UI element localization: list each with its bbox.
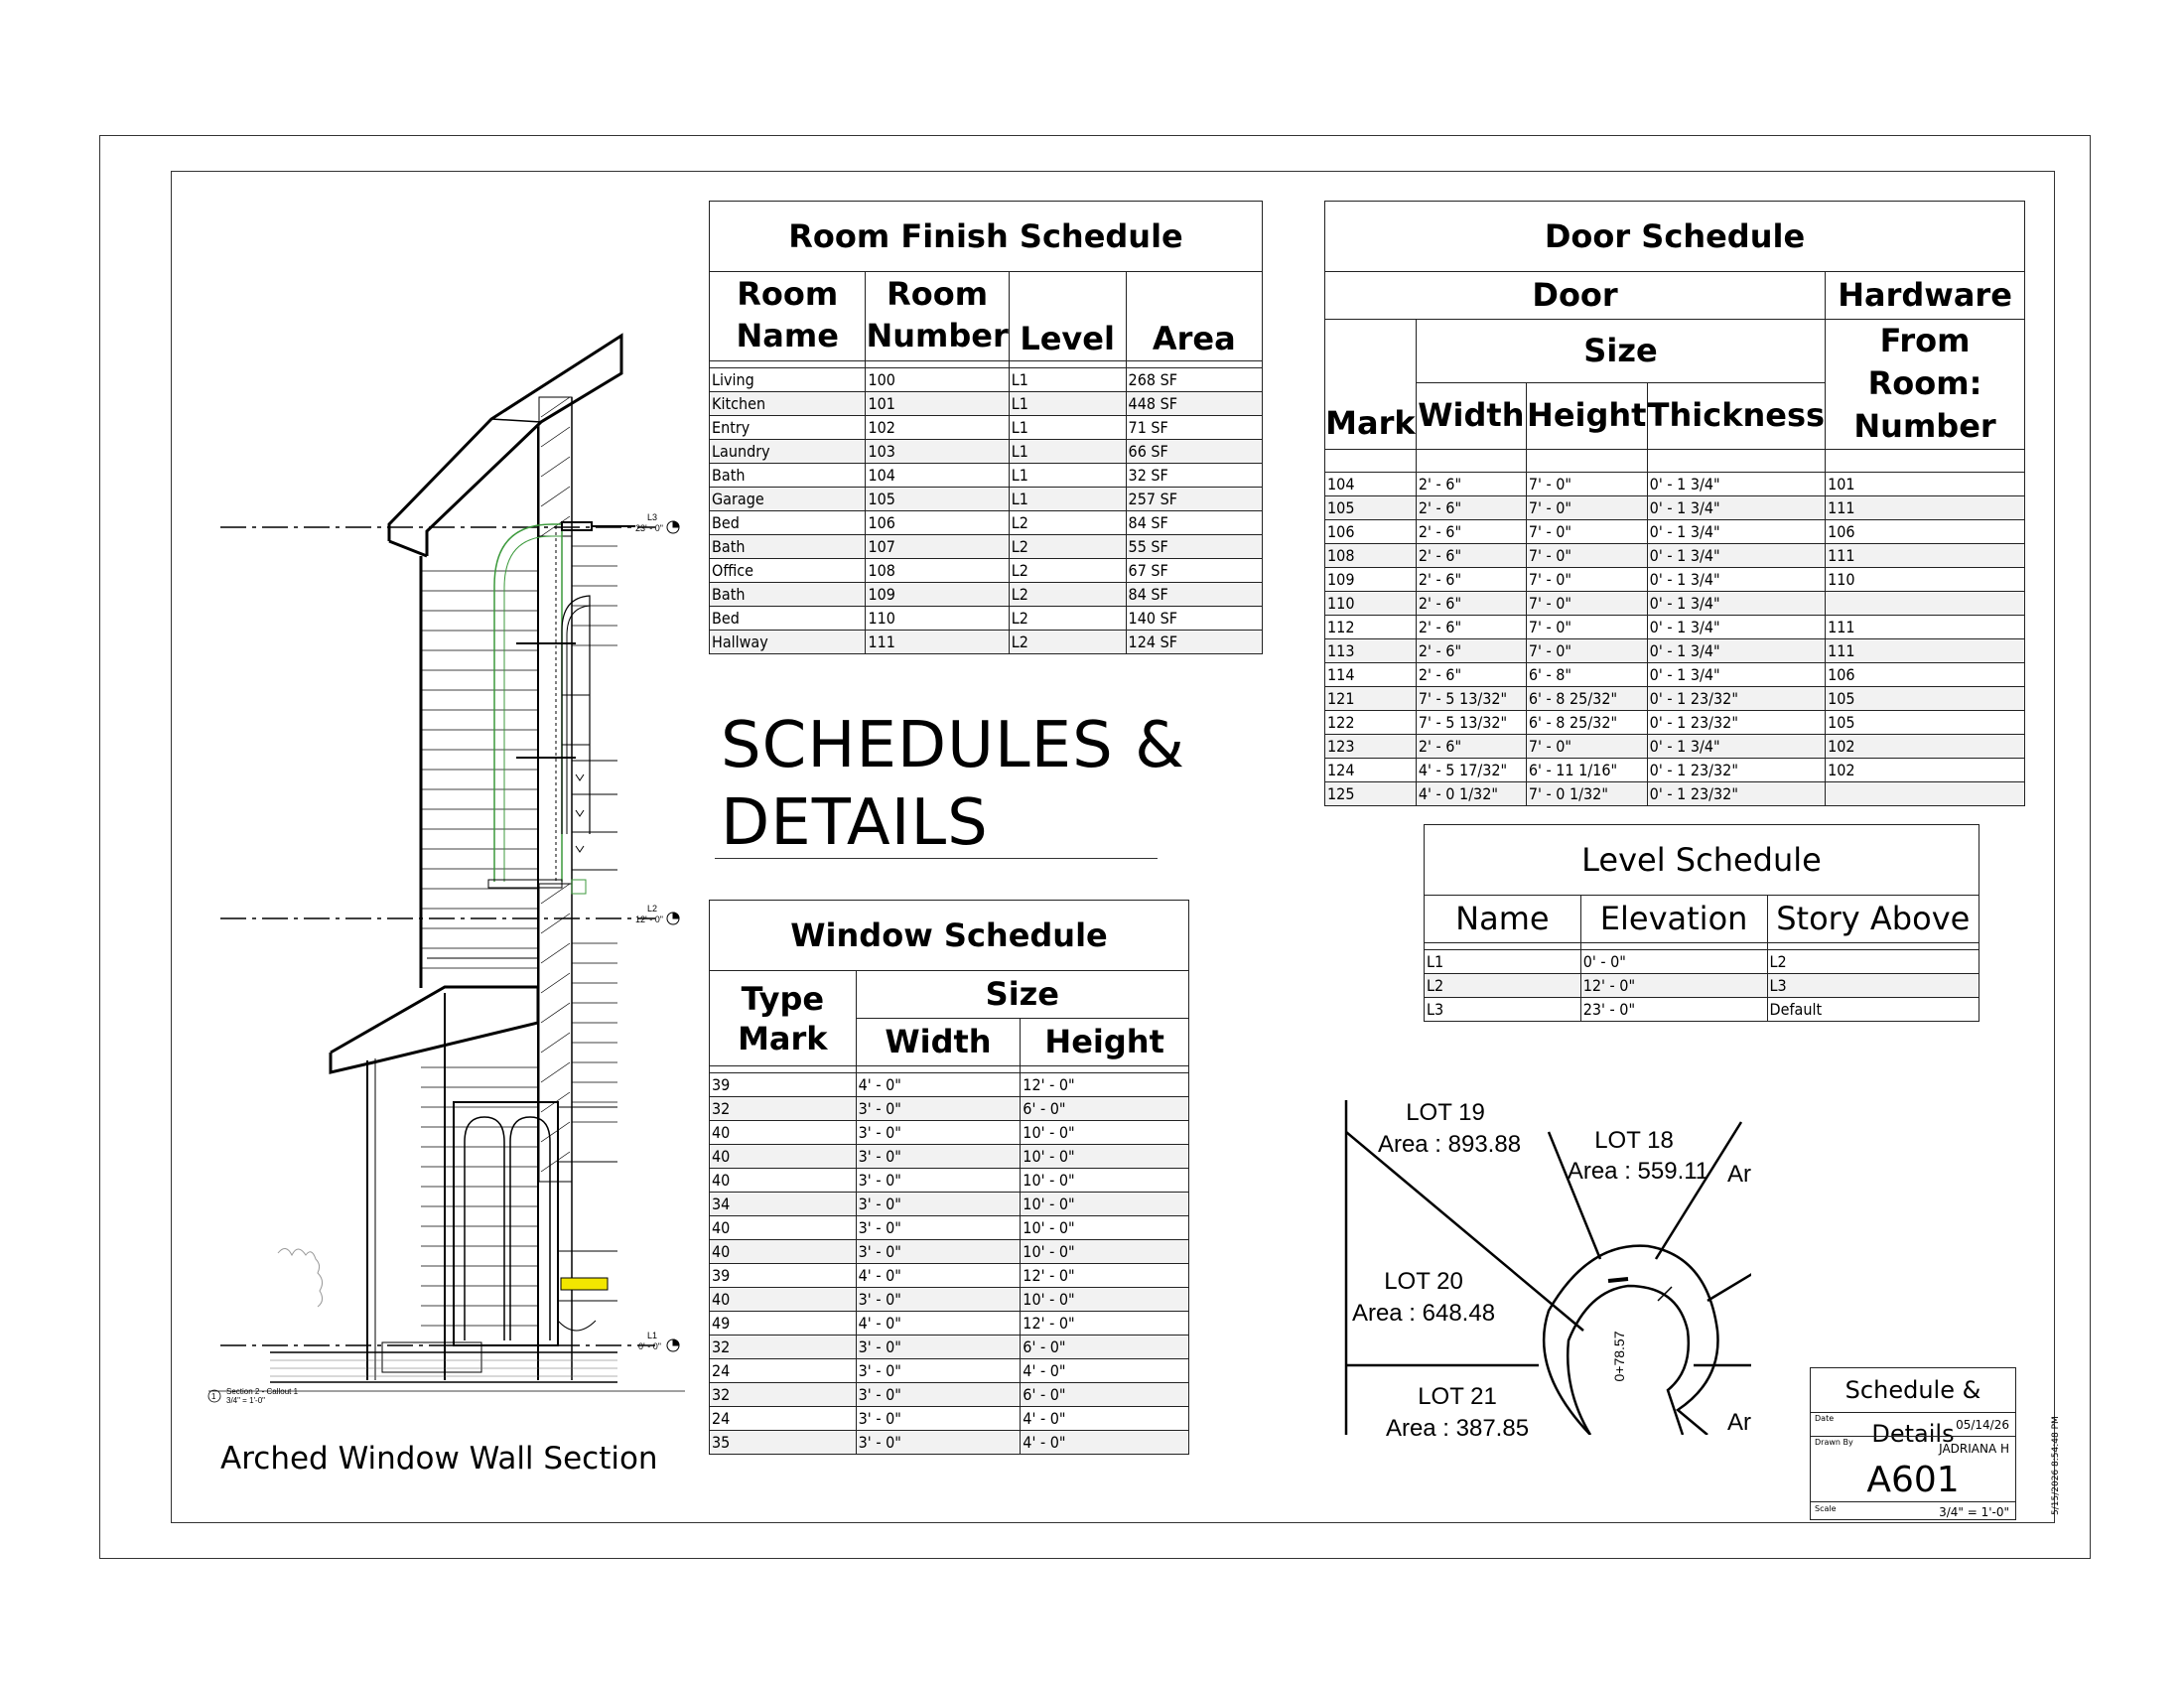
room-finish-cell: 101	[866, 392, 1009, 416]
door-cell: 6' - 8"	[1526, 662, 1647, 686]
door-cell: 7' - 0"	[1526, 543, 1647, 567]
room-finish-cell: 55 SF	[1126, 535, 1262, 559]
partial-area-label-bottom: Ar	[1727, 1409, 1751, 1436]
door-row	[1325, 543, 2025, 567]
door-cell: 0' - 1 23/32"	[1647, 781, 1825, 805]
room-finish-cell: 66 SF	[1126, 440, 1262, 464]
room-finish-cell: L1	[1009, 488, 1126, 511]
door-cell: 0' - 1 3/4"	[1647, 638, 1825, 662]
room-finish-cell: 448 SF	[1126, 392, 1262, 416]
room-finish-cell: L2	[1009, 631, 1126, 654]
window-cell: 35	[710, 1431, 857, 1455]
room-finish-cell: Bed	[710, 607, 866, 631]
window-cell: 32	[710, 1336, 857, 1359]
door-cell: 124	[1325, 758, 1417, 781]
room-finish-cell: 268 SF	[1126, 368, 1262, 392]
door-cell: 7' - 0"	[1526, 734, 1647, 758]
room-finish-cell: Bath	[710, 583, 866, 607]
door-cell: 110	[1325, 591, 1417, 615]
level-l1-elev: 0' - 0"	[638, 1341, 661, 1351]
room-finish-cell: 105	[866, 488, 1009, 511]
window-cell: 4' - 0"	[856, 1073, 1021, 1097]
door-cell: 111	[1826, 543, 2025, 567]
door-cell: 0' - 1 3/4"	[1647, 543, 1825, 567]
door-cell: 105	[1325, 495, 1417, 519]
window-row	[710, 1359, 1189, 1383]
door-cell: 106	[1826, 662, 2025, 686]
scale-label: Scale	[1815, 1504, 1837, 1513]
title-block-drawn-row	[1811, 1436, 2015, 1460]
level-cell: 23' - 0"	[1580, 998, 1767, 1022]
room-finish-cell: 84 SF	[1126, 583, 1262, 607]
window-cell: 3' - 0"	[856, 1240, 1021, 1264]
door-row	[1325, 781, 2025, 805]
window-row	[710, 1073, 1189, 1097]
door-cell: 7' - 0"	[1526, 495, 1647, 519]
door-schedule-title: Door Schedule	[1325, 202, 2025, 272]
window-cell: 3' - 0"	[856, 1336, 1021, 1359]
window-cell: 3' - 0"	[856, 1193, 1021, 1216]
title-block	[1810, 1367, 2016, 1520]
section-caption: Arched Window Wall Section	[220, 1441, 658, 1477]
room-finish-cell: 107	[866, 535, 1009, 559]
window-width-header: Width	[856, 1019, 1021, 1066]
door-cell: 2' - 6"	[1416, 734, 1526, 758]
print-timestamp: 5/15/2026 8:54:48 PM	[2051, 1416, 2061, 1515]
door-cell: 111	[1826, 638, 2025, 662]
window-height-header: Height	[1021, 1019, 1189, 1066]
room-finish-row	[710, 607, 1263, 631]
room-finish-cell: 140 SF	[1126, 607, 1262, 631]
height-header: Height	[1526, 382, 1647, 449]
window-cell: 40	[710, 1121, 857, 1145]
window-cell: 4' - 0"	[856, 1264, 1021, 1288]
width-header: Width	[1416, 382, 1526, 449]
window-cell: 3' - 0"	[856, 1431, 1021, 1455]
partial-area-label-top: Ar	[1727, 1161, 1751, 1188]
room-finish-cell: 124 SF	[1126, 631, 1262, 654]
level-l1-name: L1	[647, 1331, 658, 1340]
window-row	[710, 1097, 1189, 1121]
lot-18-area: Area : 559.11	[1567, 1158, 1709, 1185]
door-cell: 101	[1826, 472, 2025, 495]
room-finish-cell: 257 SF	[1126, 488, 1262, 511]
window-cell: 6' - 0"	[1021, 1383, 1189, 1407]
door-cell: 0' - 1 3/4"	[1647, 567, 1825, 591]
room-finish-cell: L1	[1009, 464, 1126, 488]
from-room-number-header: From Room: Number	[1826, 320, 2025, 450]
door-cell: 7' - 0"	[1526, 615, 1647, 638]
level-row	[1425, 974, 1979, 998]
window-cell: 4' - 0"	[1021, 1359, 1189, 1383]
window-cell: 6' - 0"	[1021, 1336, 1189, 1359]
door-cell: 0' - 1 23/32"	[1647, 758, 1825, 781]
window-row	[710, 1216, 1189, 1240]
window-cell: 10' - 0"	[1021, 1145, 1189, 1169]
window-cell: 10' - 0"	[1021, 1169, 1189, 1193]
door-cell: 7' - 5 13/32"	[1416, 686, 1526, 710]
title-block-title: Schedule & Details	[1811, 1368, 2015, 1413]
room-finish-cell: 100	[866, 368, 1009, 392]
window-cell: 3' - 0"	[856, 1359, 1021, 1383]
door-cell: 105	[1826, 686, 2025, 710]
sheet-heading-line-1: SCHEDULES &	[721, 709, 1185, 782]
door-row	[1325, 638, 2025, 662]
door-cell: 6' - 11 1/16"	[1526, 758, 1647, 781]
door-row	[1325, 519, 2025, 543]
door-cell: 2' - 6"	[1416, 519, 1526, 543]
area-header: Area	[1126, 272, 1262, 361]
window-row	[710, 1431, 1189, 1455]
door-row	[1325, 567, 2025, 591]
level-l2-name: L2	[647, 904, 658, 914]
window-cell: 10' - 0"	[1021, 1193, 1189, 1216]
door-cell: 102	[1826, 734, 2025, 758]
lot-21-area: Area : 387.85	[1385, 1415, 1530, 1440]
door-cell: 106	[1826, 519, 2025, 543]
door-cell: 7' - 0"	[1526, 472, 1647, 495]
room-finish-cell: Hallway	[710, 631, 866, 654]
story-above-header: Story Above	[1767, 896, 1979, 943]
window-cell: 32	[710, 1383, 857, 1407]
room-finish-cell: Office	[710, 559, 866, 583]
size-group-header: Size	[1416, 320, 1825, 383]
sheet-number: A601	[1866, 1460, 1960, 1500]
window-row	[710, 1121, 1189, 1145]
door-cell: 122	[1325, 710, 1417, 734]
level-cell: Default	[1767, 998, 1979, 1022]
door-cell: 104	[1325, 472, 1417, 495]
window-cell: 3' - 0"	[856, 1121, 1021, 1145]
window-cell: 40	[710, 1216, 857, 1240]
window-cell: 40	[710, 1240, 857, 1264]
level-cell: L3	[1767, 974, 1979, 998]
room-finish-cell: L1	[1009, 440, 1126, 464]
door-cell: 2' - 6"	[1416, 472, 1526, 495]
room-finish-cell: Laundry	[710, 440, 866, 464]
level-cell: L2	[1425, 974, 1581, 998]
callout-name: Section 2 - Callout 1	[226, 1387, 299, 1396]
level-schedule-title: Level Schedule	[1425, 825, 1979, 896]
window-cell: 6' - 0"	[1021, 1097, 1189, 1121]
door-cell: 7' - 0 1/32"	[1526, 781, 1647, 805]
door-cell: 0' - 1 3/4"	[1647, 472, 1825, 495]
room-name-header: Room Name	[710, 272, 866, 361]
door-cell: 0' - 1 3/4"	[1647, 734, 1825, 758]
room-finish-cell: 102	[866, 416, 1009, 440]
room-finish-cell: 67 SF	[1126, 559, 1262, 583]
door-cell: 106	[1325, 519, 1417, 543]
drawn-by-value: JADRIANA H	[1939, 1442, 2009, 1456]
door-cell: 121	[1325, 686, 1417, 710]
hardware-group-header: Hardware	[1826, 272, 2025, 320]
window-cell: 10' - 0"	[1021, 1216, 1189, 1240]
door-cell: 111	[1826, 615, 2025, 638]
room-finish-row	[710, 416, 1263, 440]
level-cell: 12' - 0"	[1580, 974, 1767, 998]
door-cell: 6' - 8 25/32"	[1526, 686, 1647, 710]
window-row	[710, 1169, 1189, 1193]
door-cell: 4' - 5 17/32"	[1416, 758, 1526, 781]
room-finish-cell: L2	[1009, 535, 1126, 559]
window-row	[710, 1312, 1189, 1336]
door-cell	[1826, 591, 2025, 615]
level-cell: L1	[1425, 950, 1581, 974]
window-cell: 12' - 0"	[1021, 1312, 1189, 1336]
window-cell: 3' - 0"	[856, 1288, 1021, 1312]
door-row	[1325, 662, 2025, 686]
callout-scale: 3/4" = 1'-0"	[226, 1396, 266, 1405]
window-cell: 32	[710, 1097, 857, 1121]
window-cell: 39	[710, 1073, 857, 1097]
door-cell: 7' - 5 13/32"	[1416, 710, 1526, 734]
room-finish-cell: Living	[710, 368, 866, 392]
door-cell: 102	[1826, 758, 2025, 781]
level-cell: L2	[1767, 950, 1979, 974]
level-l3-name: L3	[647, 512, 658, 522]
sheet-heading-line-2: DETAILS	[721, 786, 989, 861]
room-finish-cell: L1	[1009, 416, 1126, 440]
window-cell: 3' - 0"	[856, 1383, 1021, 1407]
lot-20-area: Area : 648.48	[1351, 1300, 1496, 1327]
lot-18-name: LOT 18	[1594, 1127, 1674, 1154]
room-finish-cell: L1	[1009, 392, 1126, 416]
lot-19-name: LOT 19	[1406, 1099, 1485, 1126]
level-cell: 0' - 0"	[1580, 950, 1767, 974]
level-l3-elev: 23' - 0"	[635, 523, 663, 533]
room-finish-row	[710, 631, 1263, 654]
window-cell: 12' - 0"	[1021, 1073, 1189, 1097]
sheet-heading	[721, 707, 1185, 862]
room-finish-cell: 110	[866, 607, 1009, 631]
room-number-header: Room Number	[866, 272, 1009, 361]
window-cell: 3' - 0"	[856, 1097, 1021, 1121]
room-finish-cell: Garage	[710, 488, 866, 511]
window-cell: 10' - 0"	[1021, 1240, 1189, 1264]
door-cell: 4' - 0 1/32"	[1416, 781, 1526, 805]
date-label: Date	[1815, 1414, 1835, 1423]
door-cell: 109	[1325, 567, 1417, 591]
room-finish-row	[710, 440, 1263, 464]
room-finish-row	[710, 392, 1263, 416]
door-cell: 2' - 6"	[1416, 495, 1526, 519]
window-cell: 40	[710, 1145, 857, 1169]
lot-21-name: LOT 21	[1418, 1383, 1497, 1410]
window-cell: 3' - 0"	[856, 1169, 1021, 1193]
door-cell: 2' - 6"	[1416, 591, 1526, 615]
room-finish-cell: L2	[1009, 511, 1126, 535]
door-cell: 7' - 0"	[1526, 591, 1647, 615]
room-finish-cell: L2	[1009, 583, 1126, 607]
level-header: Level	[1009, 272, 1126, 361]
room-finish-cell: 71 SF	[1126, 416, 1262, 440]
door-cell: 108	[1325, 543, 1417, 567]
door-cell: 0' - 1 3/4"	[1647, 662, 1825, 686]
room-finish-cell: 103	[866, 440, 1009, 464]
window-cell: 10' - 0"	[1021, 1121, 1189, 1145]
door-cell: 125	[1325, 781, 1417, 805]
title-block-date-row	[1811, 1412, 2015, 1437]
room-finish-cell: 111	[866, 631, 1009, 654]
room-finish-schedule	[709, 201, 1263, 654]
window-cell: 12' - 0"	[1021, 1264, 1189, 1288]
door-cell: 114	[1325, 662, 1417, 686]
window-cell: 40	[710, 1288, 857, 1312]
window-cell: 4' - 0"	[1021, 1407, 1189, 1431]
door-row	[1325, 472, 2025, 495]
door-cell: 0' - 1 23/32"	[1647, 710, 1825, 734]
date-value: 05/14/26	[1956, 1418, 2009, 1432]
room-finish-row	[710, 368, 1263, 392]
room-finish-row	[710, 559, 1263, 583]
door-row	[1325, 710, 2025, 734]
window-cell: 39	[710, 1264, 857, 1288]
room-finish-cell: 32 SF	[1126, 464, 1262, 488]
door-row	[1325, 615, 2025, 638]
room-finish-schedule-title: Room Finish Schedule	[710, 202, 1263, 272]
road-station-label: 0+78.57	[1611, 1331, 1627, 1382]
door-cell: 110	[1826, 567, 2025, 591]
type-mark-header: Type Mark	[710, 971, 857, 1066]
door-cell: 7' - 0"	[1526, 519, 1647, 543]
window-cell: 40	[710, 1169, 857, 1193]
window-row	[710, 1145, 1189, 1169]
scale-value: 3/4" = 1'-0"	[1939, 1505, 2009, 1519]
callout-number: 1	[211, 1392, 216, 1401]
room-finish-row	[710, 583, 1263, 607]
mark-header: Mark	[1325, 320, 1417, 450]
window-row	[710, 1264, 1189, 1288]
door-cell: 6' - 8 25/32"	[1526, 710, 1647, 734]
window-cell: 4' - 0"	[1021, 1431, 1189, 1455]
window-row	[710, 1240, 1189, 1264]
window-row	[710, 1193, 1189, 1216]
door-cell: 2' - 6"	[1416, 638, 1526, 662]
lot-19-area: Area : 893.88	[1377, 1131, 1522, 1158]
door-row	[1325, 495, 2025, 519]
room-finish-cell: Bath	[710, 464, 866, 488]
door-cell: 111	[1826, 495, 2025, 519]
door-cell: 0' - 1 3/4"	[1647, 495, 1825, 519]
door-schedule	[1324, 201, 2025, 806]
door-group-header: Door	[1325, 272, 1826, 320]
window-cell: 24	[710, 1359, 857, 1383]
window-cell: 4' - 0"	[856, 1312, 1021, 1336]
room-finish-cell: 84 SF	[1126, 511, 1262, 535]
window-cell: 3' - 0"	[856, 1407, 1021, 1431]
door-cell: 0' - 1 3/4"	[1647, 519, 1825, 543]
level-cell: L3	[1425, 998, 1581, 1022]
door-cell: 7' - 0"	[1526, 567, 1647, 591]
door-row	[1325, 686, 2025, 710]
room-finish-row	[710, 464, 1263, 488]
window-row	[710, 1407, 1189, 1431]
site-plan-drawing	[1340, 1092, 1757, 1440]
door-cell: 113	[1325, 638, 1417, 662]
window-row	[710, 1336, 1189, 1359]
room-finish-row	[710, 511, 1263, 535]
drawn-by-label: Drawn By	[1815, 1438, 1853, 1447]
room-finish-cell: L2	[1009, 607, 1126, 631]
window-row	[710, 1288, 1189, 1312]
level-l2-elev: 12' - 0"	[635, 914, 663, 924]
window-row	[710, 1383, 1189, 1407]
lot-20-name: LOT 20	[1384, 1268, 1463, 1295]
window-cell: 10' - 0"	[1021, 1288, 1189, 1312]
room-finish-cell: 108	[866, 559, 1009, 583]
window-cell: 3' - 0"	[856, 1145, 1021, 1169]
window-cell: 49	[710, 1312, 857, 1336]
thickness-header: Thickness	[1647, 382, 1825, 449]
window-schedule-title: Window Schedule	[710, 901, 1189, 971]
room-finish-cell: Bath	[710, 535, 866, 559]
door-row	[1325, 758, 2025, 781]
room-finish-cell: 109	[866, 583, 1009, 607]
door-cell: 2' - 6"	[1416, 615, 1526, 638]
room-finish-row	[710, 535, 1263, 559]
door-cell: 0' - 1 3/4"	[1647, 615, 1825, 638]
room-finish-row	[710, 488, 1263, 511]
level-row	[1425, 950, 1979, 974]
room-finish-cell: 104	[866, 464, 1009, 488]
door-cell: 2' - 6"	[1416, 567, 1526, 591]
heading-underline	[715, 858, 1158, 859]
title-block-scale-row	[1811, 1501, 2015, 1520]
door-cell: 112	[1325, 615, 1417, 638]
door-cell: 0' - 1 3/4"	[1647, 591, 1825, 615]
door-cell: 105	[1826, 710, 2025, 734]
room-finish-cell: 106	[866, 511, 1009, 535]
door-row	[1325, 734, 2025, 758]
wall-section-drawing	[199, 318, 715, 1420]
level-row	[1425, 998, 1979, 1022]
window-cell: 3' - 0"	[856, 1216, 1021, 1240]
level-name-header: Name	[1425, 896, 1581, 943]
door-row	[1325, 591, 2025, 615]
window-cell: 24	[710, 1407, 857, 1431]
room-finish-cell: L2	[1009, 559, 1126, 583]
window-size-group-header: Size	[856, 971, 1188, 1019]
door-cell: 0' - 1 23/32"	[1647, 686, 1825, 710]
door-cell: 2' - 6"	[1416, 543, 1526, 567]
room-finish-cell: Kitchen	[710, 392, 866, 416]
window-cell: 34	[710, 1193, 857, 1216]
room-finish-cell: L1	[1009, 368, 1126, 392]
door-cell: 123	[1325, 734, 1417, 758]
room-finish-cell: Bed	[710, 511, 866, 535]
door-cell: 2' - 6"	[1416, 662, 1526, 686]
window-schedule	[709, 900, 1189, 1455]
room-finish-cell: Entry	[710, 416, 866, 440]
door-cell	[1826, 781, 2025, 805]
level-elevation-header: Elevation	[1580, 896, 1767, 943]
door-cell: 7' - 0"	[1526, 638, 1647, 662]
level-schedule	[1424, 824, 1979, 1022]
